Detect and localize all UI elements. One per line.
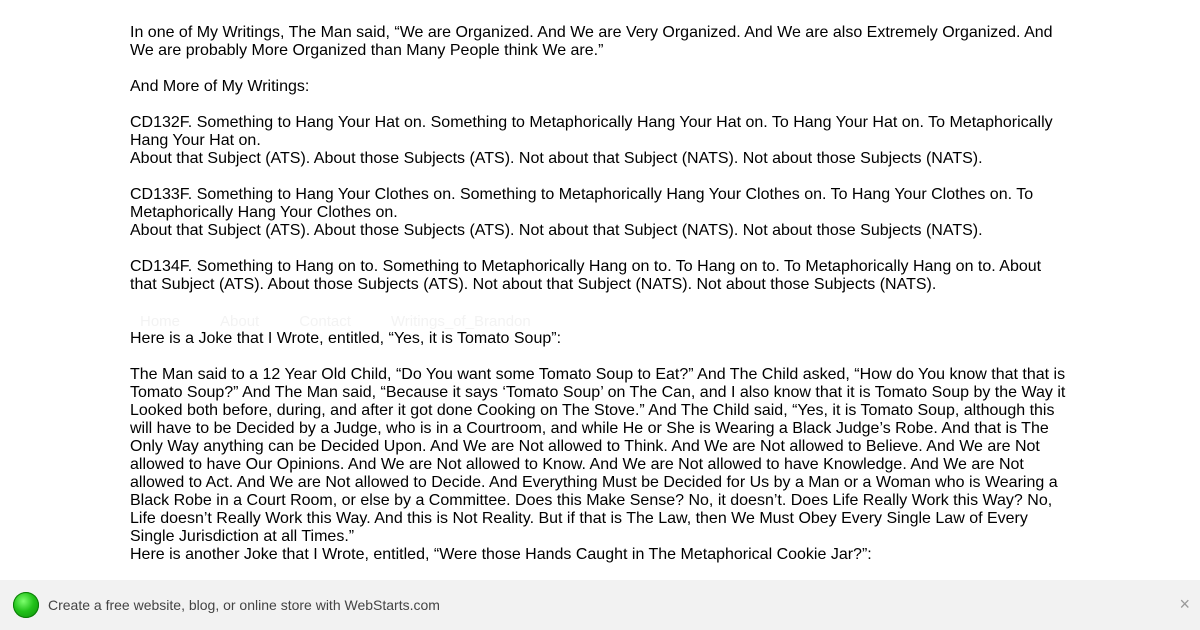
cd133f-line2: About that Subject (ATS). About those Subjects (ATS). Not about that Subject (NATS). Not about those Subjects (NATS).: [130, 222, 983, 239]
nav-home[interactable]: Home: [140, 313, 181, 330]
joke-body-container: [130, 366, 1070, 564]
nav-writings-of-brandon[interactable]: Writings_of_Brandon: [390, 313, 531, 330]
article-content: [130, 24, 1070, 294]
close-icon[interactable]: ×: [1179, 594, 1190, 614]
joke-title-cookie-jar: Here is another Joke that I Wrote, entitled, “Were those Hands Caught in The Metaphorical Cookie Jar?”:: [130, 546, 872, 563]
nav-about[interactable]: About: [220, 313, 260, 330]
site-nav: [140, 313, 571, 331]
webstarts-logo-icon[interactable]: [13, 592, 39, 618]
webstarts-footer-banner: [0, 580, 1200, 630]
joke-body-tomato-soup: The Man said to a 12 Year Old Child, “Do You want some Tomato Soup to Eat?” And The Child asked, “How do You know that that is Tomato Soup?” And The Man said, “Because it says ‘Tomato Soup’ on The Can, and I also know that it is Tomato Soup by the Way it Looked both before, during, and after it got done Cooking on The Stove.” And The Child said, “Yes, it is Tomato Soup, although this will have to be Decided by a Judge, who is in a Courtroom, and while He or She is Wearing a Black Judge’s Robe. And that is The Only Way anything can be Decided Upon. And We are Not allowed to Think. And We are Not allowed to Believe. And We are Not allowed to have Our Opinions. And We are Not allowed to Know. And We are Not allowed to have Knowledge. And We are Not allowed to Act. And We are Not allowed to Decide. And Everything Must be Decided for Us by a Man or a Woman who is Wearing a Black Robe in a Court Room, or else by a Committee. Does this Make Sense? No, it doesn’t. Does Life Really Work this Way? No, Life doesn’t Really Work this Way. And this is Not Reality. But if that is The Law, then We Must Obey Every Single Law of Every Single Jurisdiction at all Times.”: [130, 366, 1066, 545]
cd132f-line2: About that Subject (ATS). About those Subjects (ATS). Not about that Subject (NATS). Not about those Subjects (NATS).: [130, 150, 983, 167]
paragraph-organized: In one of My Writings, The Man said, “We are Organized. And We are Very Organized. And We are also Extremely Organized. And We are probably More Organized than Many People think We are.”: [130, 24, 1053, 59]
cd132f-line1: CD132F. Something to Hang Your Hat on. Something to Metaphorically Hang Your Hat on. To Hang Your Hat on. To Metaphorically Hang Your Hat on.: [130, 114, 1053, 149]
cd134f: CD134F. Something to Hang on to. Something to Metaphorically Hang on to. To Hang on to. To Metaphorically Hang on to. About that Subject (ATS). About those Subjects (ATS). Not about that Subject (NATS). Not about those Subjects (NATS).: [130, 258, 1042, 293]
nav-contact[interactable]: Contact: [299, 313, 351, 330]
cd133f-line1: CD133F. Something to Hang Your Clothes on. Something to Metaphorically Hang Your Clothes on. To Hang Your Clothes on. To Metaphorically Hang Your Clothes on.: [130, 186, 1034, 221]
paragraph-more-writings: And More of My Writings:: [130, 78, 310, 95]
joke-title-tomato-soup: Here is a Joke that I Wrote, entitled, “Yes, it is Tomato Soup”:: [130, 330, 562, 347]
footer-promo-link[interactable]: Create a free website, blog, or online store with WebStarts.com: [48, 597, 440, 613]
